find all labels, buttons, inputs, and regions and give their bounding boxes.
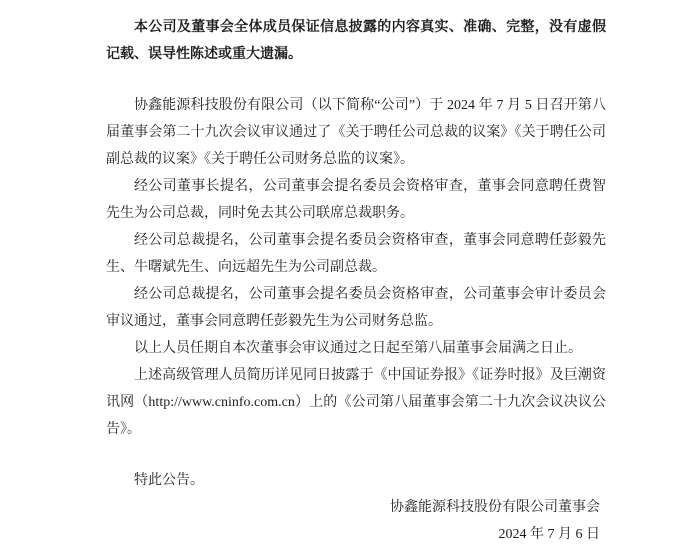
body-paragraph-term: 以上人员任期自本次董事会审议通过之日起至第八届董事会届满之日止。: [134, 341, 582, 356]
body-paragraph-president-appointment: 经公司董事长提名，公司董事会提名委员会资格审查，董事会同意聘任费智先生为公司总裁，同时免去其公司联席总裁职务。: [106, 179, 606, 221]
body-paragraph-cfo-appointment: 经公司总裁提名，公司董事会提名委员会资格审查，公司董事会审计委员会审议通过，董事会同意聘任彭毅先生为公司财务总监。: [106, 287, 606, 329]
body-paragraph-meeting: 协鑫能源科技股份有限公司（以下简称“公司”）于 2024 年 7 月 5 日召开第八届董事会第二十九次会议审议通过了《关于聘任公司总裁的议案》《关于聘任公司副总裁的议案》《关于聘任公司财务总监的议案》。: [106, 98, 606, 167]
signature-company: 协鑫能源科技股份有限公司董事会: [390, 500, 600, 515]
closing-statement: 特此公告。: [134, 473, 204, 488]
body-paragraph-disclosure-media: 上述高级管理人员简历详见同日披露于《中国证券报》《证券时报》及巨潮资讯网（http://www.cninfo.com.cn）上的《公司第八届董事会第二十九次会议决议公告》。: [106, 368, 606, 437]
disclaimer-paragraph: 本公司及董事会全体成员保证信息披露的内容真实、准确、完整，没有虚假记载、误导性陈述或重大遗漏。: [106, 20, 606, 62]
signature-block: [106, 494, 606, 548]
body-paragraph-vice-presidents-appointment: 经公司总裁提名，公司董事会提名委员会资格审查，董事会同意聘任彭毅先生、牛曙斌先生、向远超先生为公司副总裁。: [106, 233, 606, 275]
signature-date: 2024 年 7 月 6 日: [498, 527, 600, 542]
